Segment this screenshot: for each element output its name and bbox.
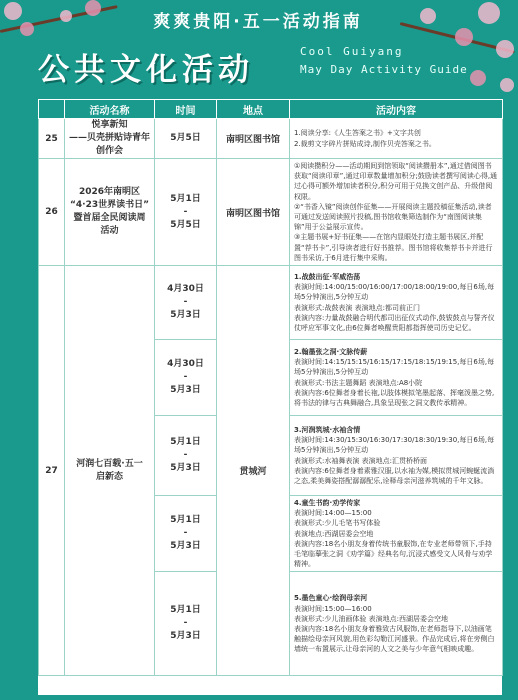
table-header-row [39,100,503,119]
activity-name [65,119,155,159]
activity-place: 南明区图书馆 [217,119,290,159]
activity-time-line: 5月1日 [170,193,201,204]
activity-time-line: - [183,450,188,461]
performance-line: 表演形式:书法主题舞蹈 表演地点:A8小院 [294,378,423,387]
performance-line: 表演时间:14:30/15:30/16:30/17:30/18:30/19:30,每日6场,每场5分钟演出,5分钟互动 [294,436,495,455]
header-place: 地点 [217,100,290,119]
blossom-decoration [478,2,500,24]
activity-content-line: ①阅读攒积分——活动期间到馆领取“阅读攒册本”,通过借阅图书获取“阅读印章”,通过印章数量增加积分;鼓励读者撰写阅读心得,通过心得可额外增加读者积分,积分可用于兑换文创产品、升级借阅权限。 [294,162,498,201]
performance-content [290,496,503,572]
topline-title: 爽爽贵阳·五一活动指南 [153,12,363,32]
performance-line: 表演内容:18名小朋友身着传统书童服饰,在专业老师带领下,手持毛笔临摹张之洞《劝学篇》经典名句,沉浸式感受文人风骨与劝学精神。 [294,539,493,569]
activity-name-line: 创作会 [95,146,123,156]
activity-time [155,496,217,572]
table-row [39,159,503,266]
activity-time-line: 4月30日 [167,284,204,295]
activity-time-line: 5月3日 [170,541,201,552]
row-number: 25 [39,119,65,159]
table-body [39,119,503,676]
blossom-decoration [496,40,514,58]
activity-time-line: 5月5日 [170,133,201,143]
activity-place: 南明区图书馆 [217,159,290,266]
performance-line: 表演形式:战鼓表演 表演地点:都司前正门 [294,303,420,312]
performance-line: 表演形式:水袖舞表演 表演地点:汇贯桥桥面 [294,456,427,465]
performance-line: 表演内容:6位舞者身着长袍,以肢体模拟笔墨起落、挥毫泼墨之势,将书法的律与古典舞融合,具象呈现张之洞文教传承精神。 [294,388,495,407]
performance-content [290,340,503,416]
header-name: 活动名称 [65,100,155,119]
activity-time-line: - [183,206,188,217]
page-title: 公共文化活动 [38,52,254,88]
activity-name-line: “4·23世界读书日” [69,200,150,211]
activity-content [290,159,503,266]
performance-line: 表演内容:18名小朋友身着雅致古风服饰,在老师指导下,以油画笔触描绘母亲河风貌,用色彩勾勒江河盛景。作品完成后,将在旁侧白墙统一布置展示,让母亲河的人文之美与少年意气相映成趣。 [294,624,495,654]
activity-time-line: - [183,297,188,308]
activity-table [38,99,503,676]
performance-line: 4.童生书韵·劝学传家 [294,499,361,508]
activity-content [290,119,503,159]
performance-line: 5.墨色童心·绘润母亲河 [294,594,368,603]
blossom-decoration [500,78,514,92]
activity-content-line: 1.阅读分享:《人生答案之书》+文字共创 [294,129,421,138]
performance-line: 表演时间:14:00/15:00/16:00/17:00/18:00/19:00,每日6场,每场5分钟演出,5分钟互动 [294,283,495,302]
activity-time-line: 5月1日 [170,437,201,448]
performance-line: 表演内容:力量战鼓融合明代都司出征仪式动作,鼓钹鼓点与誓齐仪仗呼应军事文化,由6位舞者唤醒贵阳都指挥使司历史记忆。 [294,313,495,332]
activity-name-line: 启新态 [95,471,123,482]
activity-time-line: - [183,528,188,539]
english-subtitle-line1: Cool Guiyang [300,45,404,58]
activity-name-line: 暨首届全民阅读周 [73,213,146,224]
activity-content-line: ③主题书展+好书征集——在馆内显眼处打造主题书展区,并配置“荐书卡”,引导读者进行好书推荐。图书馆将收集荐书卡并进行图书采访,于6月进行集中采购。 [294,233,493,262]
activity-time-line: 5月1日 [170,515,201,526]
activity-name-line: 2026年南明区 [78,187,141,198]
activity-time-line: 5月3日 [170,310,201,321]
activity-name [65,159,155,266]
performance-line: 表演内容:6位舞者身着素雅汉服,以水袖为媒,模拟贯城河蜿蜒流淌之态,柔美舞姿搭配潺潺配乐,诠释母亲河滋养筑城的千年文脉。 [294,466,495,485]
activity-time-line: 5月1日 [170,605,201,616]
activity-time [155,119,217,159]
blossom-decoration [470,70,486,86]
english-subtitle-line2: May Day Activity Guide [300,63,468,76]
activity-time-line: 5月3日 [170,631,201,642]
performance-content [290,416,503,496]
activity-time [155,416,217,496]
activity-time [155,266,217,340]
performance-content [290,266,503,340]
blossom-decoration [20,22,34,36]
activity-name-line: ——贝壳拼贴诗青年 [69,133,151,143]
blossom-decoration [4,2,22,20]
performance-line: 2.翰墨张之洞·文脉传薪 [294,347,368,356]
activity-time-line: 5月3日 [170,463,201,474]
performance-line: 表演时间:14:00—15:00 [294,509,372,518]
activity-time [155,340,217,416]
activity-content-line: 2.裁剪文字碎片拼贴成诗,制作贝壳答案之书。 [294,139,436,148]
performance-line: 表演地点:西湖居委会空地 [294,529,374,538]
performance-line: 表演时间:14:15/15:15/16:15/17:15/18:15/19:15,每日6场,每场5分钟演出,5分钟互动 [294,358,495,377]
activity-place: 贯城河 [217,266,290,676]
header-banner [0,0,518,98]
header-content: 活动内容 [290,100,503,119]
performance-line: 表演形式:少儿毛笔书写体验 [294,519,381,528]
activity-time-line: 5月3日 [170,385,201,396]
performance-line: 表演时间:15:00—16:00 [294,604,372,613]
table-row [39,119,503,159]
activity-name-line: 活动 [100,226,119,237]
activity-content-line: ②“书香入镜”阅读创作征集——开展阅读主题投稿征集活动,读者可通过发送阅读照片投稿,图书馆收集筛选制作为“南图阅读集锦”用于公益展示宣传。 [294,202,492,232]
activity-table-card [38,99,502,695]
activity-time-line: - [183,618,188,629]
activity-time-line: 5月5日 [170,219,201,230]
activity-time [155,159,217,266]
performance-line: 3.河润筑城·水袖含情 [294,425,361,434]
performance-content [290,572,503,676]
header-time: 时间 [155,100,217,119]
activity-time-line: 4月30日 [167,359,204,370]
row-number: 26 [39,159,65,266]
activity-time-line: - [183,372,188,383]
activity-name-line: 河润七百载·五一 [76,458,143,469]
row-number: 27 [39,266,65,676]
activity-time [155,572,217,676]
header-num [39,100,65,119]
activity-name [65,266,155,676]
performance-line: 1.战鼓出征·军威浩荡 [294,272,361,281]
activity-name-line: 悦享新知 [91,120,128,130]
table-row [39,266,503,340]
performance-line: 表演形式:少儿油画体验 表演地点:西湖居委会空地 [294,614,448,623]
